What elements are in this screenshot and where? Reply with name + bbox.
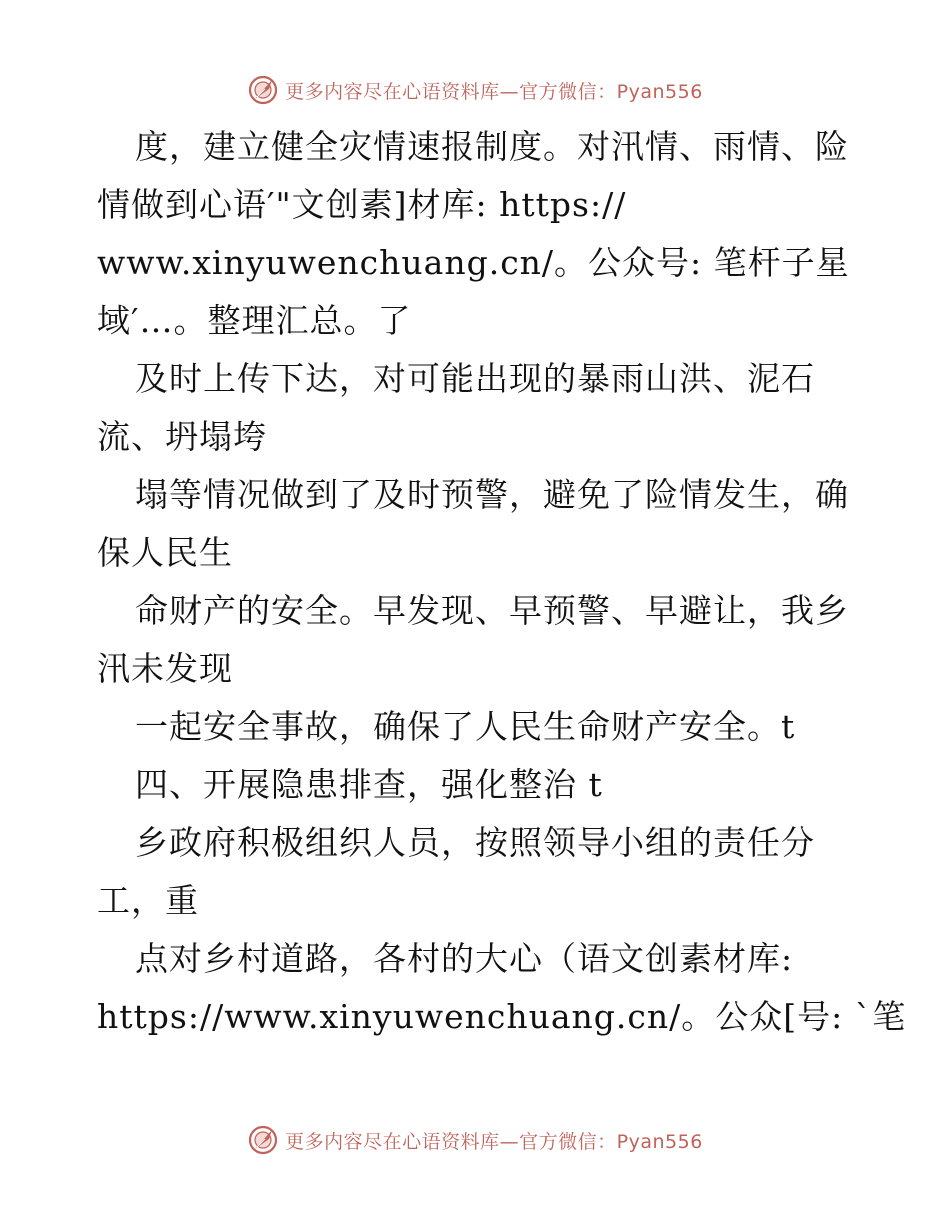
document-body (97, 118, 907, 1046)
text-line: 汛未发现 (97, 649, 233, 688)
text-line: 及时上传下达，对可能出现的暴雨山洪、泥石 (135, 359, 815, 398)
header-watermark-text: 更多内容尽在心语资料库—官方微信：Pyan556 (285, 80, 703, 103)
text-line: 一起安全事故，确保了人民生命财产安全。t (135, 707, 796, 746)
footer-watermark-text: 更多内容尽在心语资料库—官方微信：Pyan556 (285, 1130, 703, 1153)
footer-watermark (0, 1120, 950, 1160)
text-line: 域′…。整理汇总。了 (97, 301, 412, 340)
text-line: 点对乡村道路，各村的大心（语文创素材库: (135, 939, 794, 978)
header-watermark (0, 70, 950, 110)
text-line: 度，建立健全灾情速报制度。对汛情、雨情、险 (135, 127, 849, 166)
text-line: 保人民生 (97, 533, 233, 572)
text-line: 塌等情况做到了及时预警，避免了险情发生，确 (135, 475, 849, 514)
quill-logo-icon (247, 74, 279, 106)
text-line: 情做到心语′"文创素]材库: https:// (97, 185, 627, 224)
quill-logo-icon (247, 1124, 279, 1156)
text-line: 工，重 (97, 881, 199, 920)
text-line: https://www.xinyuwenchuang.cn/。公众[号: `笔 (97, 997, 907, 1036)
text-line: 流、坍塌垮 (97, 417, 267, 456)
text-line: www.xinyuwenchuang.cn/。公众号: 笔杆子星 (97, 243, 850, 282)
text-line: 乡政府积极组织人员，按照领导小组的责任分 (135, 823, 815, 862)
text-line: 命财产的安全。早发现、早预警、早避让，我乡 (135, 591, 849, 630)
text-line: 四、开展隐患排查，强化整治 t (135, 765, 603, 804)
